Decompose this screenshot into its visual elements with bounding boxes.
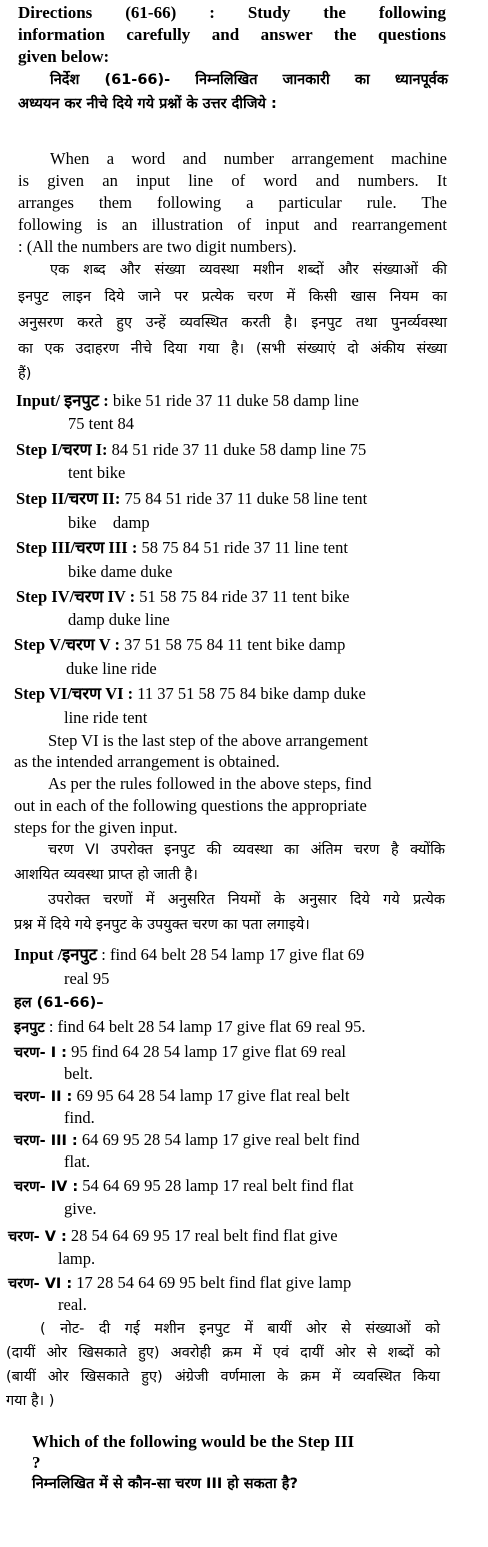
- solution-step-continuation: lamp.: [58, 1249, 96, 1268]
- directions-hindi-line: अध्ययन कर नीचे दिये गये प्रश्नों के उत्तर दीजिये :: [18, 96, 277, 112]
- example-input: [16, 390, 359, 412]
- solution-step-text: 17 28 54 64 69 95 belt find flat give lamp: [76, 1273, 352, 1292]
- step-continuation: damp duke line: [68, 610, 170, 629]
- solution-step-continuation: belt.: [64, 1064, 93, 1083]
- solution-input-text: : find 64 belt 28 54 lamp 17 give flat 69 real 95.: [48, 1017, 366, 1036]
- solution-step-continuation: real.: [58, 1295, 87, 1314]
- example-step-5: [14, 634, 345, 656]
- solution-step-label: चरण- V :: [8, 1229, 67, 1245]
- intro-line: : (All the numbers are two digit numbers).: [18, 237, 297, 256]
- solution-note-line: (दायीं ओर खिसकाते हुए) अवरोही क्रम में एवं दायीं ओर से शब्दों को: [6, 1345, 440, 1361]
- solution-step-5: [8, 1225, 338, 1248]
- example-step-1: [16, 439, 366, 461]
- question-text: Which of the following would be the Step III: [32, 1432, 355, 1451]
- solution-step-4: [14, 1175, 354, 1198]
- directions-line: given below:: [18, 47, 110, 66]
- question-input-line: [14, 944, 364, 966]
- step-label: Input/ इनपुट :: [16, 391, 109, 410]
- question-input-text: : find 64 belt 28 54 lamp 17 give flat 69: [101, 945, 365, 964]
- step-label: Step I/चरण I:: [16, 440, 108, 459]
- solution-step-6: [8, 1272, 351, 1295]
- solution-step-label: चरण- III :: [14, 1133, 78, 1149]
- solution-note-line: गया है। ): [6, 1393, 55, 1409]
- intro-line: is given an input line of word and numbers. It: [18, 171, 447, 190]
- question-hindi-text: निम्नलिखित में से कौन-सा चरण III हो सकता है?: [32, 1476, 298, 1492]
- step-text: bike 51 ride 37 11 duke 58 damp line: [112, 391, 359, 410]
- solution-step-continuation: flat.: [64, 1152, 91, 1171]
- solution-step-label: चरण- II :: [14, 1089, 73, 1105]
- intro-line: When a word and number arrangement machine: [50, 149, 447, 168]
- solution-step-text: 54 64 69 95 28 lamp 17 real belt find flat: [82, 1176, 354, 1195]
- rules-hindi-line: आशयित व्यवस्था प्राप्त हो जाती है।: [14, 867, 198, 883]
- intro-hindi-line: एक शब्द और संख्या व्यवस्था मशीन शब्दों और संख्याओं की: [50, 262, 447, 278]
- step-text: 84 51 ride 37 11 duke 58 damp line 75: [111, 440, 367, 459]
- solution-step-label: चरण- VI :: [8, 1276, 73, 1292]
- solution-step-text: 64 69 95 28 54 lamp 17 give real belt find: [81, 1130, 360, 1149]
- rules-hindi-line: प्रश्न में दिये गये इनपुट के उपयुक्त चरण का पता लगाइये।: [14, 917, 310, 933]
- intro-hindi-line: हैं): [18, 366, 32, 382]
- solution-title: हल (61-66)–: [14, 995, 104, 1011]
- step-text: 51 58 75 84 ride 37 11 tent bike: [139, 587, 350, 606]
- directions-line: Directions (61-66) : Study the following: [18, 3, 446, 22]
- solution-step-label: चरण- IV :: [14, 1179, 79, 1195]
- step-continuation: duke line ride: [66, 659, 157, 678]
- rules-line: out in each of the following questions the appropriate: [14, 796, 367, 815]
- intro-hindi-line: इनपुट लाइन दिये जाने पर प्रत्येक चरण में किसी खास नियम का: [18, 289, 447, 305]
- step-label: Step III/चरण III :: [16, 538, 138, 557]
- solution-note-line: (बायीं ओर खिसकाते हुए) अंग्रेजी वर्णमाला के क्रम में व्यवस्थित किया: [6, 1369, 440, 1385]
- step-continuation: 75 tent 84: [68, 414, 134, 433]
- question-input-continuation: real 95: [64, 969, 110, 988]
- step-text: 75 84 51 ride 37 11 duke 58 line tent: [124, 489, 368, 508]
- step-text: 11 37 51 58 75 84 bike damp duke: [137, 684, 366, 703]
- example-step-4: [16, 586, 349, 608]
- rules-hindi-line: उपरोक्त चरणों में अनुसरित नियमों के अनुसार दिये गये प्रत्येक: [48, 892, 445, 908]
- step-continuation: bike dame duke: [68, 562, 173, 581]
- solution-step-continuation: give.: [64, 1199, 97, 1218]
- question-mark: ?: [32, 1453, 41, 1472]
- solution-step-label: चरण- I :: [14, 1045, 67, 1061]
- step-label: Step V/चरण V :: [14, 635, 121, 654]
- step-text: 58 75 84 51 ride 37 11 line tent: [141, 538, 348, 557]
- step-label: Step VI/चरण VI :: [14, 684, 134, 703]
- intro-line: following is an illustration of input and rearrangement: [18, 215, 447, 234]
- example-step-2: [16, 488, 367, 510]
- rules-line: steps for the given input.: [14, 818, 178, 837]
- rules-line: as the intended arrangement is obtained.: [14, 752, 280, 771]
- step-label: Step IV/चरण IV :: [16, 587, 136, 606]
- solution-input: [14, 1016, 366, 1039]
- intro-line: arranges them following a particular rule. The: [18, 193, 447, 212]
- solution-step-3: [14, 1129, 360, 1152]
- solution-step-continuation: find.: [64, 1108, 95, 1127]
- question-input-label: Input /इनपुट: [14, 945, 98, 964]
- directions-line: information carefully and answer the questions: [18, 25, 446, 44]
- rules-line: As per the rules followed in the above steps, find: [48, 774, 372, 793]
- solution-step-text: 95 find 64 28 54 lamp 17 give flat 69 real: [71, 1042, 347, 1061]
- directions-hindi-line: निर्देश (61-66)- निम्नलिखित जानकारी का ध्यानपूर्वक: [50, 72, 448, 88]
- step-label: Step II/चरण II:: [16, 489, 121, 508]
- intro-hindi-line: अनुसरण करते हुए उन्हें व्यवस्थित करती है। इनपुट तथा पुनर्व्यवस्था: [18, 315, 447, 331]
- step-text: 37 51 58 75 84 11 tent bike damp: [124, 635, 346, 654]
- solution-step-text: 28 54 64 69 95 17 real belt find flat give: [70, 1226, 338, 1245]
- rules-line: Step VI is the last step of the above arrangement: [48, 731, 368, 750]
- solution-input-label: इनपुट: [14, 1020, 45, 1036]
- step-continuation: bike damp: [68, 513, 150, 532]
- step-continuation: tent bike: [68, 463, 126, 482]
- solution-step-text: 69 95 64 28 54 lamp 17 give flat real belt: [76, 1086, 350, 1105]
- solution-step-2: [14, 1085, 350, 1108]
- step-continuation: line ride tent: [64, 708, 148, 727]
- solution-note-line: ( नोट- दी गई मशीन इनपुट में बायीं ओर से संख्याओं को: [40, 1321, 440, 1337]
- example-step-3: [16, 537, 348, 559]
- solution-step-1: [14, 1041, 346, 1064]
- rules-hindi-line: चरण VI उपरोक्त इनपुट की व्यवस्था का अंतिम चरण है क्योंकि: [48, 842, 445, 858]
- intro-hindi-line: का एक उदाहरण नीचे दिया गया है। (सभी संख्याएं दो अंकीय संख्या: [18, 341, 447, 357]
- example-step-6: [14, 683, 366, 705]
